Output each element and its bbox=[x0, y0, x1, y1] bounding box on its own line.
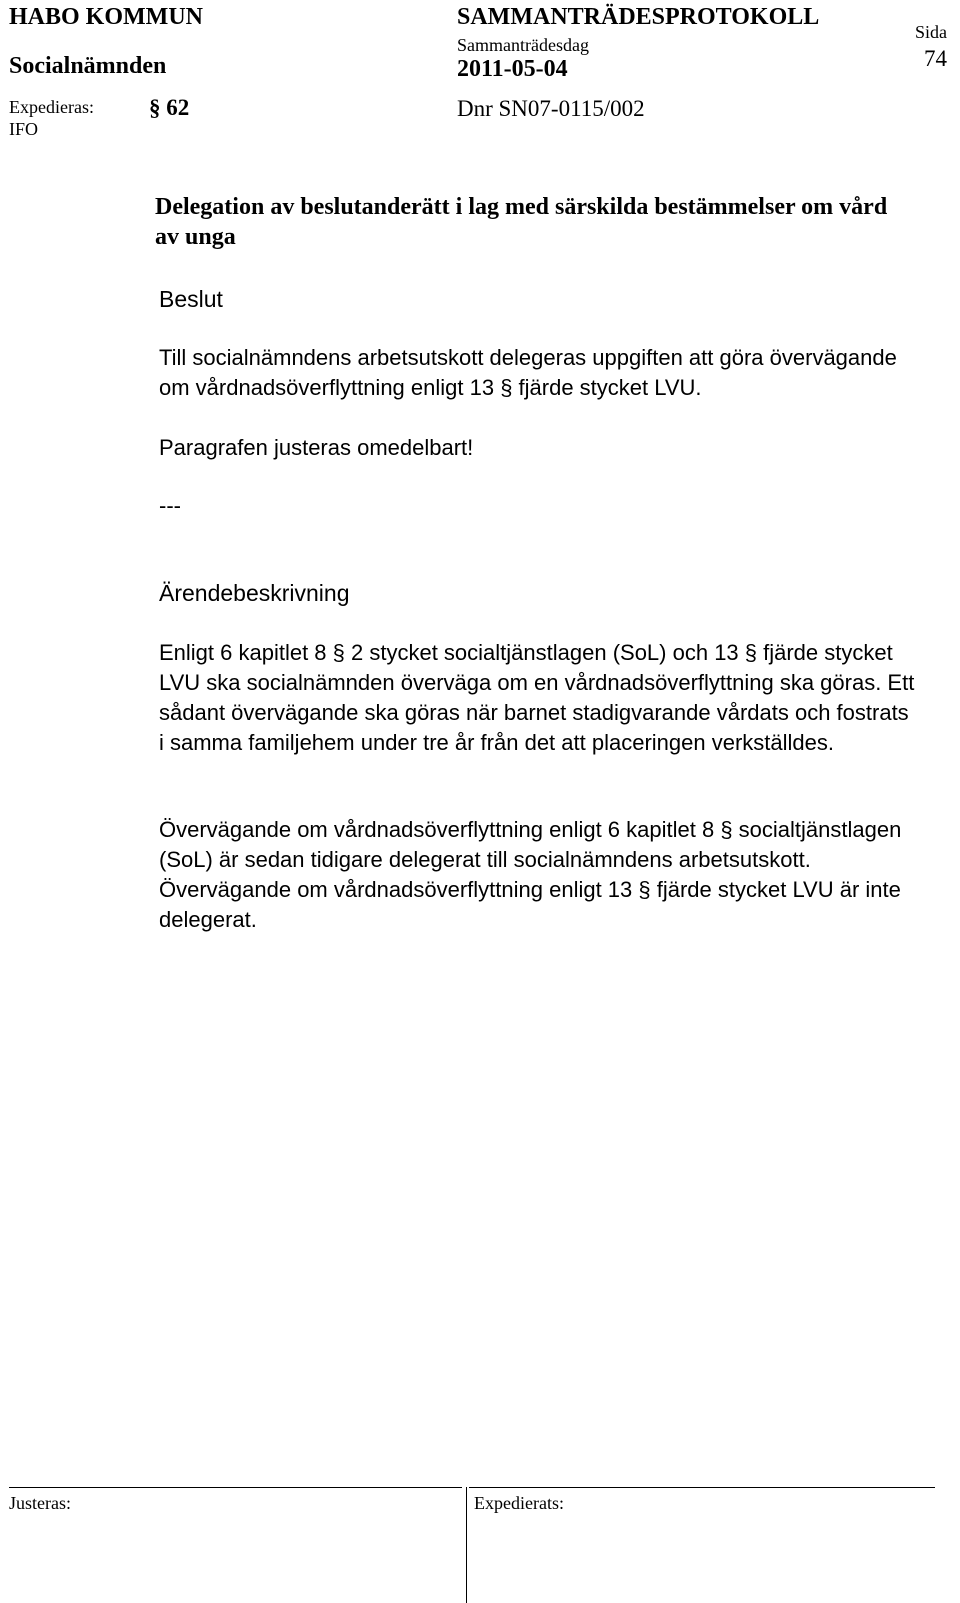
beslut-heading: Beslut bbox=[159, 286, 223, 312]
section-separator: --- bbox=[159, 493, 181, 518]
footer-divider bbox=[466, 1487, 467, 1603]
expedierats-label: Expedierats: bbox=[474, 1493, 564, 1513]
document-title: Delegation av beslutanderätt i lag med särskilda bestämmelser om vård av unga bbox=[155, 194, 888, 250]
arende-heading: Ärendebeskrivning bbox=[159, 580, 350, 606]
meeting-date: 2011-05-04 bbox=[457, 56, 568, 82]
paragraph-number: § 62 bbox=[149, 95, 190, 120]
justeras-label: Justeras: bbox=[9, 1493, 71, 1513]
expedieras-value: IFO bbox=[9, 119, 39, 139]
footer-rule-left bbox=[9, 1487, 462, 1488]
meeting-date-label: Sammanträdesdag bbox=[457, 35, 589, 55]
beslut-text: Till socialnämndens arbetsutskott delegeras uppgiften att göra övervägande om vårdnadsöverflyttning enligt 13 § fjärde stycket LVU. bbox=[159, 345, 897, 400]
diary-number: Dnr SN07-0115/002 bbox=[457, 96, 645, 121]
arende-paragraph-2: Övervägande om vårdnadsöverflyttning enligt 6 kapitlet 8 § socialtjänstlagen (SoL) är sedan tidigare delegerat till socialnämndens arbetsutskott. Övervägande om vårdnadsöverflyttning enligt 13 § fjärde stycket LVU är inte delegerat. bbox=[159, 817, 902, 932]
page-label: Sida bbox=[914, 22, 947, 42]
document-type-title: SAMMANTRÄDESPROTOKOLL bbox=[457, 4, 820, 30]
footer-rule-right bbox=[469, 1487, 935, 1488]
arende-paragraph-1: Enligt 6 kapitlet 8 § 2 stycket socialtjänstlagen (SoL) och 13 § fjärde stycket LVU ska socialnämnden överväga om en vårdnadsöverflyttning ska göras. Ett sådant övervägande ska göras när barnet stadigvarande vårdats och fostrats i samma familjehem under tre år från det att placeringen verkställdes. bbox=[159, 640, 915, 755]
organization-name: HABO KOMMUN bbox=[9, 4, 203, 30]
department-name: Socialnämnden bbox=[9, 53, 167, 79]
expedieras-label: Expedieras: bbox=[9, 97, 94, 117]
page-number: 74 bbox=[924, 46, 947, 71]
beslut-note: Paragrafen justeras omedelbart! bbox=[159, 435, 474, 460]
